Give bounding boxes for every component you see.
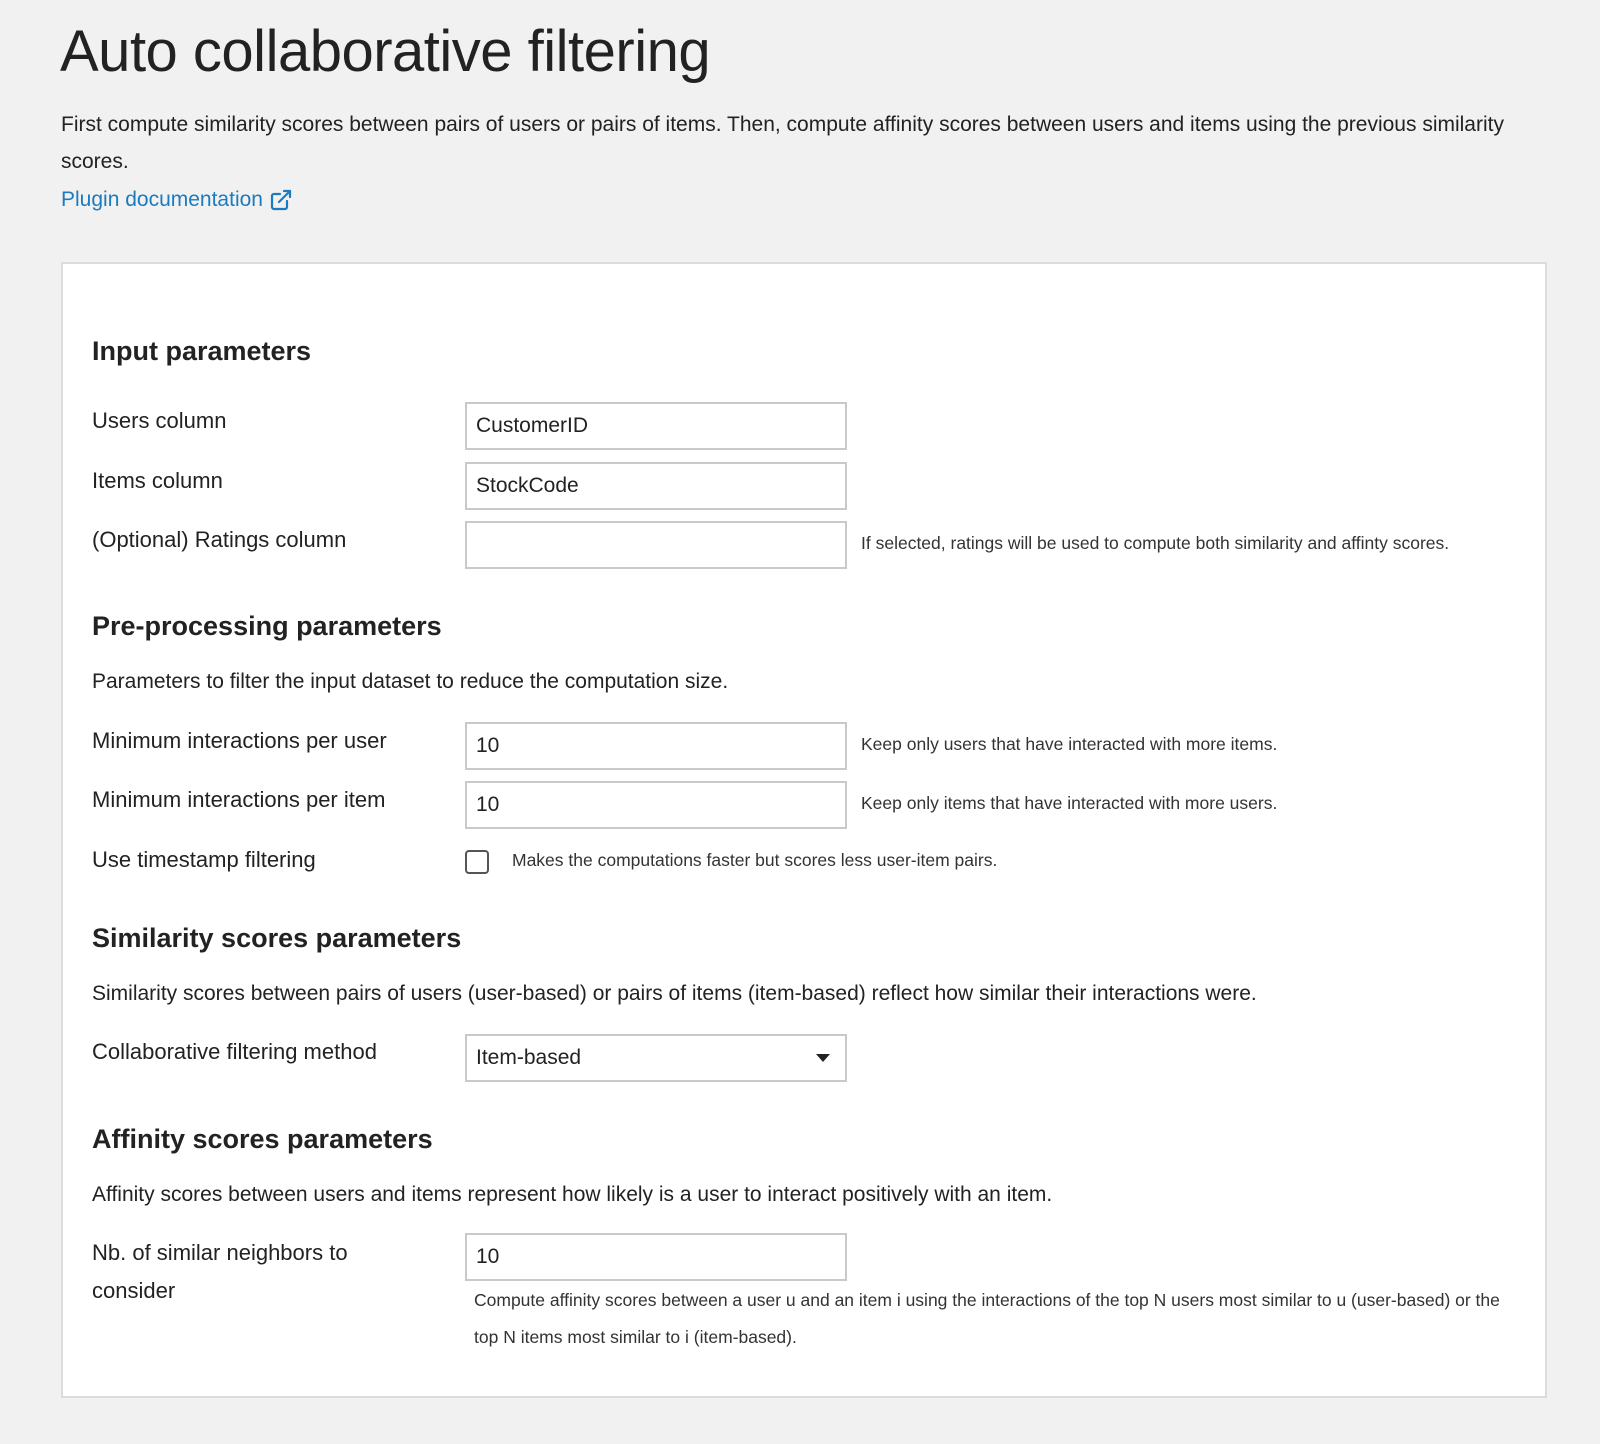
neighbors-input[interactable] xyxy=(465,1233,847,1281)
doc-link-label: Plugin documentation xyxy=(61,188,263,211)
min-interactions-item-help: Keep only items that have interacted with more users. xyxy=(861,793,1278,813)
cf-method-select[interactable] xyxy=(465,1034,847,1082)
ratings-column-help: If selected, ratings will be used to compute both similarity and affinty scores. xyxy=(861,533,1450,553)
ratings-column-input[interactable] xyxy=(465,521,847,569)
cf-method-label: Collaborative filtering method xyxy=(92,1039,377,1064)
items-column-label: Items column xyxy=(92,468,223,493)
page-title: Auto collaborative filtering xyxy=(60,19,711,84)
section-title-input: Input parameters xyxy=(92,336,312,366)
timestamp-filtering-label: Use timestamp filtering xyxy=(92,847,316,872)
ratings-column-label: (Optional) Ratings column xyxy=(92,527,347,552)
neighbors-help: Compute affinity scores between a user u and an item i using the interactions of the top N users most similar to u (user-based) or the top N items most similar to i (item-based). xyxy=(474,1290,1500,1347)
affinity-description: Affinity scores between users and items represent how likely is a user to interact positively with an item. xyxy=(92,1183,1053,1206)
section-title-similarity: Similarity scores parameters xyxy=(92,923,462,953)
neighbors-label: Nb. of similar neighbors to consider xyxy=(92,1240,348,1303)
min-interactions-item-input[interactable] xyxy=(465,781,847,829)
similarity-description: Similarity scores between pairs of users (user-based) or pairs of items (item-based) reflect how similar their interactions were. xyxy=(92,982,1257,1005)
section-title-affinity: Affinity scores parameters xyxy=(92,1124,433,1154)
external-link-icon xyxy=(269,188,293,212)
timestamp-filtering-checkbox[interactable] xyxy=(465,850,489,874)
timestamp-filtering-help: Makes the computations faster but scores less user-item pairs. xyxy=(512,850,998,870)
users-column-input[interactable] xyxy=(465,402,847,450)
preprocessing-description: Parameters to filter the input dataset to reduce the computation size. xyxy=(92,670,729,693)
plugin-documentation-link[interactable] xyxy=(61,188,293,212)
cf-method-selected-value: Item-based xyxy=(476,1046,582,1069)
caret-down-icon xyxy=(816,1054,830,1062)
min-interactions-item-label: Minimum interactions per item xyxy=(92,787,386,812)
page-description: First compute similarity scores between pairs of users or pairs of items. Then, compute affinity scores between users and items using the previous similarity scores. xyxy=(61,113,1504,173)
items-column-input[interactable] xyxy=(465,462,847,510)
min-interactions-user-label: Minimum interactions per user xyxy=(92,728,387,753)
section-title-preprocessing: Pre-processing parameters xyxy=(92,611,442,641)
min-interactions-user-help: Keep only users that have interacted with more items. xyxy=(861,734,1278,754)
users-column-label: Users column xyxy=(92,408,227,433)
min-interactions-user-input[interactable] xyxy=(465,722,847,770)
